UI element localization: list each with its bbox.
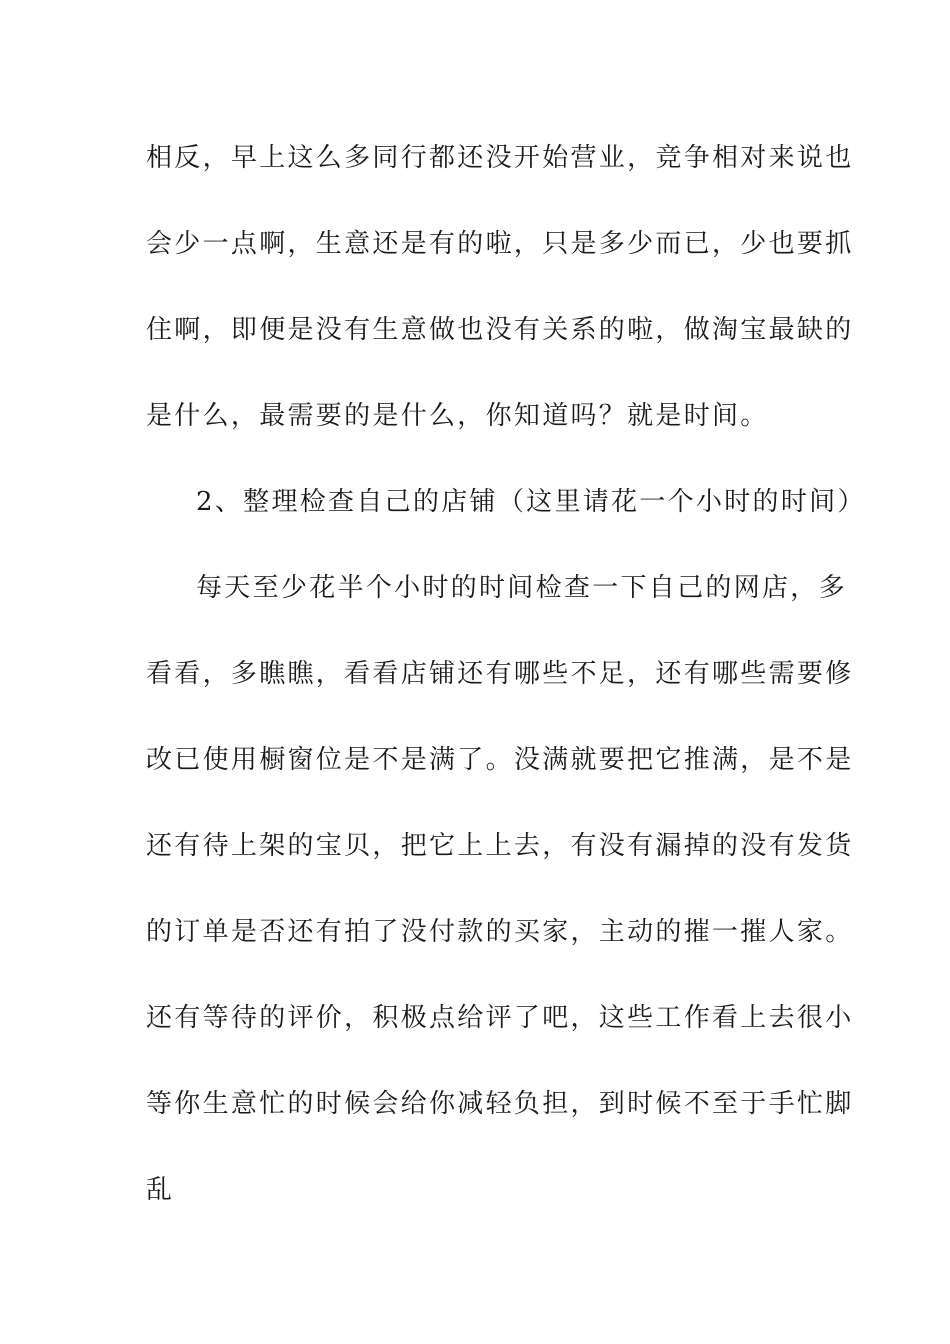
paragraph-line: 住啊，即便是没有生意做也没有关系的啦，做淘宝最缺的 [146, 315, 854, 345]
paragraph-line: 还有等待的评价，积极点给评了吧，这些工作看上去很小 [146, 1003, 854, 1033]
paragraph-line: 看看，多瞧瞧，看看店铺还有哪些不足，还有哪些需要修 [146, 659, 854, 689]
paragraph-line: 还有待上架的宝贝，把它上上去，有没有漏掉的没有发货 [146, 831, 854, 861]
paragraph-line: 相反，早上这么多同行都还没开始营业，竞争相对来说也 [146, 143, 854, 173]
paragraph-line: 会少一点啊，生意还是有的啦，只是多少而已，少也要抓 [146, 229, 854, 259]
paragraph-line: 是什么，最需要的是什么，你知道吗？就是时间。 [146, 401, 769, 431]
paragraph-line: 等你生意忙的时候会给你减轻负担，到时候不至于手忙脚 [146, 1089, 854, 1119]
paragraph-line: 乱 [146, 1175, 175, 1205]
paragraph-line: 改已使用橱窗位是不是满了。没满就要把它推满，是不是 [146, 745, 854, 775]
section-heading: 2、整理检查自己的店铺（这里请花一个小时的时间） [196, 487, 866, 517]
paragraph-line: 每天至少花半个小时的时间检查一下自己的网店，多 [196, 573, 847, 603]
paragraph-line: 的订单是否还有拍了没付款的买家，主动的摧一摧人家。 [146, 917, 854, 947]
